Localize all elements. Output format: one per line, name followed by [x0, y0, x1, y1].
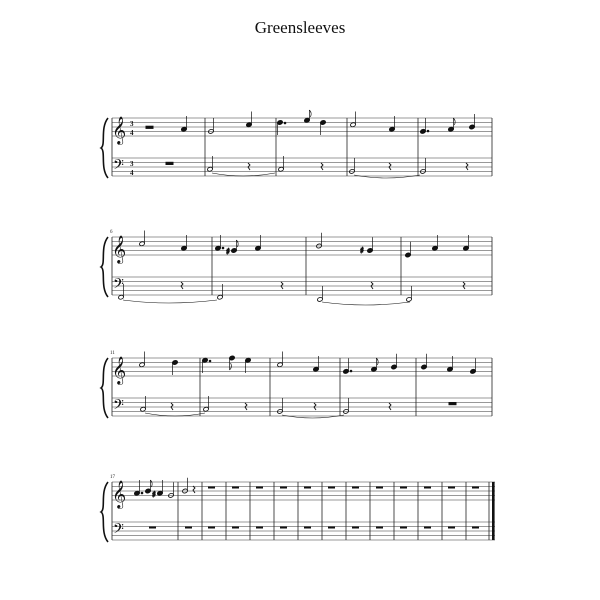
time-signature-bottom: 4 — [130, 129, 134, 137]
bass-staff — [112, 158, 492, 176]
system-2 — [101, 230, 492, 305]
bass-clef-icon: 𝄢 — [113, 157, 124, 177]
treble-staff — [112, 358, 492, 376]
bass-clef-icon: 𝄢 — [113, 521, 124, 541]
bass-staff — [112, 398, 492, 416]
time-signature-bottom-bass: 4 — [130, 169, 134, 177]
bass-staff — [112, 277, 492, 295]
treble-clef-icon: 𝄞 — [112, 235, 127, 263]
treble-clef-icon: 𝄞 — [112, 480, 127, 508]
sharp-icon: ♯ — [226, 247, 230, 256]
grand-staff-brace — [101, 118, 108, 178]
treble-staff — [112, 118, 492, 136]
grand-staff-brace — [101, 482, 108, 542]
treble-notes — [139, 231, 469, 258]
final-barline — [492, 482, 495, 540]
treble-clef-icon: 𝄞 — [112, 356, 127, 384]
system-3 — [101, 351, 492, 418]
measure-number: 6 — [110, 230, 113, 235]
grand-staff-brace — [101, 358, 108, 418]
system-4 — [101, 475, 495, 542]
piece-title: Greensleeves — [254, 18, 346, 37]
time-signature-top-bass: 3 — [130, 160, 134, 168]
bass-clef-icon: 𝄢 — [113, 276, 124, 296]
measure-number: 17 — [110, 475, 115, 480]
bass-notes — [118, 282, 465, 305]
sharp-icon: ♯ — [152, 490, 156, 499]
grand-staff-brace — [101, 237, 108, 297]
treble-notes — [134, 478, 195, 499]
system-1 — [101, 110, 492, 178]
measure-number: 11 — [110, 351, 115, 356]
sharp-icon: ♯ — [360, 246, 364, 255]
treble-clef-icon: 𝄞 — [112, 116, 127, 144]
time-signature-top: 3 — [130, 120, 134, 128]
bass-staff — [112, 522, 495, 540]
bass-clef-icon: 𝄢 — [113, 397, 124, 417]
